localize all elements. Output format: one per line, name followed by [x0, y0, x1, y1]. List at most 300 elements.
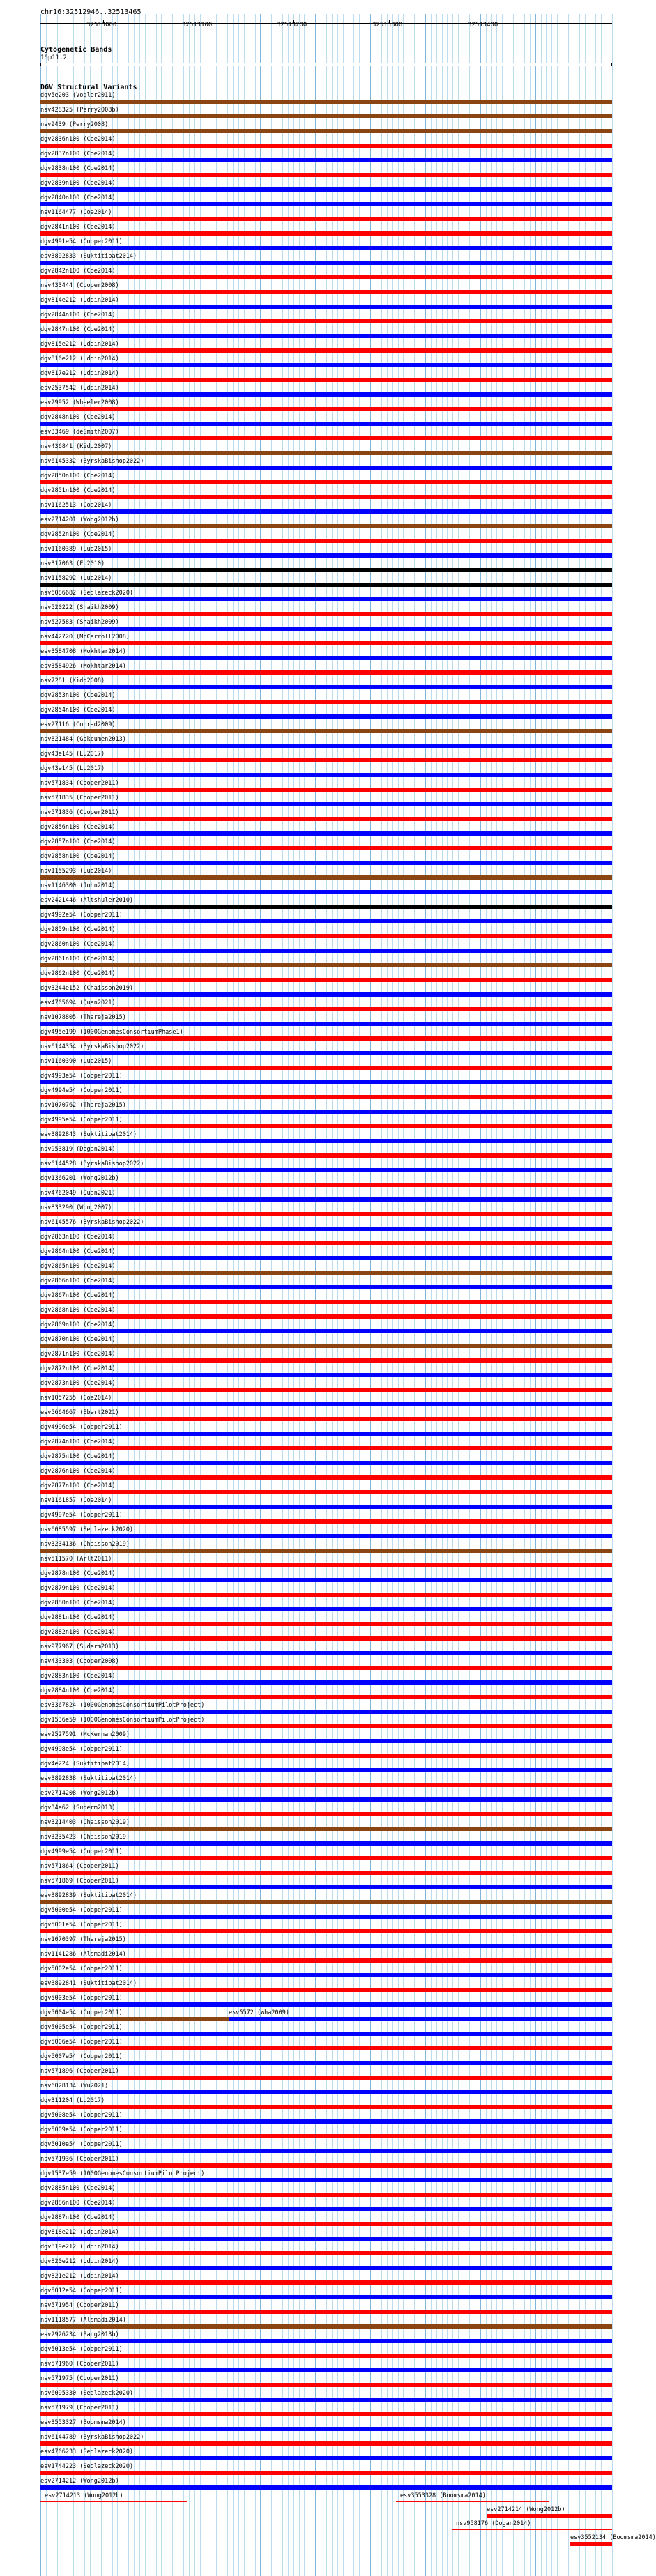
sv-feature-bar[interactable] — [40, 144, 612, 148]
sv-feature-bar[interactable] — [40, 1344, 612, 1348]
sv-feature-bar[interactable] — [40, 714, 612, 719]
sv-feature-bar[interactable] — [40, 1622, 612, 1626]
sv-feature-label[interactable]: dgv2860n100 (Coe2014) — [40, 941, 116, 948]
sv-feature-label[interactable]: esv33469 (deSmith2007) — [40, 429, 119, 436]
sv-feature-bar[interactable] — [40, 2295, 612, 2299]
sv-feature-bar[interactable] — [40, 1461, 612, 1465]
sv-feature-label[interactable]: nsv433303 (Cooper2008) — [40, 1658, 119, 1665]
sv-feature-label[interactable]: dgv2887n100 (Coe2014) — [40, 2214, 116, 2221]
sv-feature-label[interactable]: nsv436841 (Kidd2007) — [40, 443, 112, 450]
sv-feature-label[interactable]: esv3553328 (Boomsma2014) — [400, 2492, 486, 2499]
sv-feature-bar[interactable] — [40, 261, 612, 265]
sv-feature-label[interactable]: dgv2882n100 (Coe2014) — [40, 1629, 116, 1636]
sv-feature-bar[interactable] — [40, 2046, 612, 2050]
sv-feature-bar[interactable] — [40, 1007, 612, 1011]
sv-feature-bar[interactable] — [40, 348, 612, 353]
sv-feature-label[interactable]: esv1744223 (Sedlazeck2020) — [40, 2463, 134, 2470]
sv-feature-label[interactable]: dgv817e212 (Uddin2014) — [40, 370, 119, 377]
sv-feature-label[interactable]: nsv1160389 (Luo2015) — [40, 546, 112, 553]
sv-feature-label[interactable]: nsv833290 (Wong2007) — [40, 1204, 112, 1211]
sv-feature-label[interactable]: esv2926234 (Pang2013b) — [40, 2331, 119, 2338]
sv-feature-bar[interactable] — [40, 217, 612, 221]
sv-feature-bar[interactable] — [40, 831, 612, 836]
sv-feature-bar[interactable] — [40, 2383, 612, 2387]
sv-feature-bar[interactable] — [40, 524, 612, 528]
sv-feature-label[interactable]: dgv2870n100 (Coe2014) — [40, 1336, 116, 1343]
sv-feature-label[interactable]: nsv571975 (Cooper2011) — [40, 2375, 119, 2382]
sv-feature-label[interactable]: esv3584708 (Mokhtar2014) — [40, 648, 126, 655]
sv-feature-label[interactable]: dgv4992e54 (Cooper2011) — [40, 912, 123, 919]
sv-feature-bar[interactable] — [40, 2149, 612, 2153]
sv-feature-label[interactable]: esv29952 (Wheeler2008) — [40, 399, 119, 406]
sv-feature-label[interactable]: dgv2858n100 (Coe2014) — [40, 853, 116, 860]
sv-feature-label[interactable]: dgv2851n100 (Coe2014) — [40, 487, 116, 494]
sv-feature-bar[interactable] — [40, 670, 612, 675]
sv-feature-label[interactable]: nsv1162513 (Coe2014) — [40, 502, 112, 509]
sv-feature-label[interactable]: nsv1070397 (Thareja2015) — [40, 1936, 126, 1943]
sv-feature-label[interactable]: nsv571864 (Cooper2011) — [40, 1863, 119, 1870]
sv-feature-label[interactable]: nsv317063 (Fu2010) — [40, 560, 105, 567]
sv-feature-label[interactable]: dgv821e212 (Uddin2014) — [40, 2273, 119, 2280]
sv-feature-bar[interactable] — [40, 392, 612, 397]
sv-feature-label[interactable]: dgv2841n100 (Coe2014) — [40, 224, 116, 231]
sv-feature-bar[interactable] — [40, 436, 612, 440]
sv-feature-label[interactable]: nsv6085597 (Sedlazeck2020) — [40, 1526, 134, 1533]
sv-feature-bar[interactable] — [40, 583, 612, 587]
sv-feature-label[interactable]: dgv2840n100 (Coe2014) — [40, 194, 116, 201]
sv-feature-bar[interactable] — [40, 700, 612, 704]
sv-feature-bar[interactable] — [452, 2529, 612, 2530]
sv-feature-label[interactable]: dgv2868n100 (Coe2014) — [40, 1307, 116, 1314]
sv-feature-bar[interactable] — [40, 2017, 229, 2021]
sv-feature-label[interactable]: dgv2879n100 (Coe2014) — [40, 1585, 116, 1592]
sv-feature-bar[interactable] — [40, 2193, 612, 2197]
sv-feature-label[interactable]: dgv2878n100 (Coe2014) — [40, 1570, 116, 1577]
sv-feature-bar[interactable] — [40, 1124, 612, 1128]
sv-feature-label[interactable]: dgv2867n100 (Coe2014) — [40, 1292, 116, 1299]
sv-feature-bar[interactable] — [40, 905, 612, 909]
sv-feature-bar[interactable] — [40, 641, 612, 645]
sv-feature-bar[interactable] — [40, 202, 612, 206]
sv-feature-label[interactable]: nsv6145332 (ByrskaBishop2022) — [40, 458, 144, 465]
sv-feature-bar[interactable] — [40, 509, 612, 514]
sv-feature-bar[interactable] — [40, 1973, 612, 1977]
sv-feature-label[interactable]: dgv43e145 (Lu2017) — [40, 765, 105, 772]
sv-feature-bar[interactable] — [40, 2501, 187, 2502]
sv-feature-label[interactable]: esv5664667 (Ebert2021) — [40, 1409, 119, 1416]
sv-feature-label[interactable]: esv3367824 (1000GenomesConsortiumPilotProject) — [40, 1702, 205, 1709]
sv-feature-bar[interactable] — [40, 1754, 612, 1758]
sv-feature-bar[interactable] — [40, 1095, 612, 1099]
sv-feature-bar[interactable] — [40, 2280, 612, 2285]
sv-feature-bar[interactable] — [40, 2119, 612, 2124]
sv-feature-bar[interactable] — [40, 2485, 612, 2490]
sv-feature-bar[interactable] — [40, 129, 612, 133]
sv-feature-bar[interactable] — [40, 1856, 612, 1860]
sv-feature-label[interactable]: nsv433444 (Cooper2008) — [40, 282, 119, 289]
sv-feature-label[interactable]: nsv520222 (Shaikh2009) — [40, 604, 119, 611]
sv-feature-bar[interactable] — [40, 2237, 612, 2241]
sv-feature-bar[interactable] — [40, 2471, 612, 2475]
sv-feature-label[interactable]: esv27116 (Conrad2009) — [40, 721, 116, 728]
sv-feature-bar[interactable] — [40, 2324, 612, 2329]
sv-feature-bar[interactable] — [40, 1212, 612, 1216]
sv-feature-bar[interactable] — [40, 539, 612, 543]
sv-feature-bar[interactable] — [40, 1827, 612, 1831]
sv-feature-label[interactable]: dgv5001e54 (Cooper2011) — [40, 1922, 123, 1929]
sv-feature-bar[interactable] — [40, 2076, 612, 2080]
sv-feature-label[interactable]: dgv2838n100 (Coe2014) — [40, 165, 116, 172]
sv-feature-bar[interactable] — [40, 890, 612, 894]
sv-feature-label[interactable]: dgv1537e59 (1000GenomesConsortiumPilotProject) — [40, 2170, 205, 2177]
sv-feature-bar[interactable] — [40, 2134, 612, 2138]
sv-feature-label[interactable]: dgv4e224 (Suktitipat2014) — [40, 1761, 130, 1768]
sv-feature-label[interactable]: esv3892839 (Suktitipat2014) — [40, 1892, 137, 1899]
sv-feature-label[interactable]: esv2537542 (Uddin2014) — [40, 385, 119, 392]
sv-feature-label[interactable]: esv3552134 (Boomsma2014) — [570, 2534, 656, 2541]
sv-feature-label[interactable]: dgv2863n100 (Coe2014) — [40, 1234, 116, 1241]
sv-feature-label[interactable]: dgv2850n100 (Coe2014) — [40, 473, 116, 480]
sv-feature-label[interactable]: dgv5010e54 (Cooper2011) — [40, 2141, 123, 2148]
sv-feature-bar[interactable] — [40, 1578, 612, 1582]
sv-feature-label[interactable]: nsv571834 (Cooper2011) — [40, 780, 119, 787]
sv-feature-bar[interactable] — [40, 1168, 612, 1172]
sv-feature-bar[interactable] — [40, 553, 612, 558]
sv-feature-label[interactable]: esv3892841 (Suktitipat2014) — [40, 1980, 137, 1987]
sv-feature-bar[interactable] — [40, 2310, 612, 2314]
sv-feature-bar[interactable] — [40, 2266, 612, 2270]
sv-feature-label[interactable]: dgv2844n100 (Coe2014) — [40, 312, 116, 319]
sv-feature-bar[interactable] — [40, 1710, 612, 1714]
sv-feature-bar[interactable] — [40, 1285, 612, 1289]
sv-feature-label[interactable]: nsv1141286 (Alsmadi2014) — [40, 1951, 126, 1958]
sv-feature-bar[interactable] — [40, 480, 612, 484]
sv-feature-label[interactable]: dgv4993e54 (Cooper2011) — [40, 1073, 123, 1080]
sv-feature-label[interactable]: nsv571936 (Cooper2011) — [40, 2156, 119, 2163]
sv-feature-bar[interactable] — [40, 627, 612, 631]
sv-feature-bar[interactable] — [40, 1900, 612, 1904]
sv-feature-label[interactable]: nsv6144528 (ByrskaBishop2022) — [40, 1160, 144, 1167]
sv-feature-bar[interactable] — [40, 817, 612, 821]
sv-feature-bar[interactable] — [40, 1505, 612, 1509]
sv-feature-bar[interactable] — [40, 1300, 612, 1304]
sv-feature-bar[interactable] — [40, 1607, 612, 1611]
sv-feature-label[interactable]: nsv953819 (Dogan2014) — [40, 1146, 116, 1153]
sv-feature-bar[interactable] — [40, 1549, 612, 1553]
sv-feature-label[interactable]: dgv2884n100 (Coe2014) — [40, 1687, 116, 1694]
sv-feature-bar[interactable] — [40, 334, 612, 338]
sv-feature-label[interactable]: dgv818e212 (Uddin2014) — [40, 2229, 119, 2236]
sv-feature-bar[interactable] — [40, 466, 612, 470]
sv-feature-bar[interactable] — [40, 378, 612, 382]
sv-feature-label[interactable]: dgv2869n100 (Coe2014) — [40, 1321, 116, 1328]
sv-feature-label[interactable]: nsv1118577 (Alsmadi2014) — [40, 2317, 126, 2324]
sv-feature-bar[interactable] — [40, 1080, 612, 1084]
sv-feature-label[interactable]: nsv571979 (Cooper2011) — [40, 2405, 119, 2412]
sv-feature-label[interactable]: dgv5007e54 (Cooper2011) — [40, 2053, 123, 2060]
sv-feature-label[interactable]: nsv6028134 (Wu2021) — [40, 2083, 109, 2090]
sv-feature-label[interactable]: nsv958176 (Dogan2014) — [456, 2520, 531, 2527]
sv-feature-bar[interactable] — [40, 1197, 612, 1202]
sv-feature-bar[interactable] — [40, 2032, 612, 2036]
sv-feature-bar[interactable] — [40, 451, 612, 455]
sv-feature-bar[interactable] — [40, 597, 612, 601]
sv-feature-label[interactable]: dgv2876n100 (Coe2014) — [40, 1468, 116, 1475]
sv-feature-label[interactable]: dgv2836n100 (Coe2014) — [40, 136, 116, 143]
sv-feature-bar[interactable] — [40, 2002, 612, 2007]
sv-feature-label[interactable]: esv2714208 (Wong2012b) — [40, 1790, 119, 1797]
sv-feature-bar[interactable] — [40, 758, 612, 762]
sv-track-title[interactable]: DGV Structural Variants — [40, 84, 137, 91]
sv-feature-label[interactable]: dgv816e212 (Uddin2014) — [40, 355, 119, 362]
sv-feature-bar[interactable] — [40, 1841, 612, 1846]
sv-feature-bar[interactable] — [40, 1373, 612, 1377]
sv-feature-label[interactable]: dgv2883n100 (Coe2014) — [40, 1673, 116, 1680]
sv-feature-bar[interactable] — [40, 100, 612, 104]
sv-feature-label[interactable]: dgv815e212 (Uddin2014) — [40, 341, 119, 348]
sv-feature-bar[interactable] — [40, 2163, 612, 2168]
sv-feature-label[interactable]: esv2714212 (Wong2012b) — [40, 2478, 119, 2485]
sv-feature-bar[interactable] — [40, 1241, 612, 1245]
sv-feature-label[interactable]: nsv4762049 (Quan2021) — [40, 1190, 116, 1197]
sv-feature-label[interactable]: nsv1160390 (Luo2015) — [40, 1058, 112, 1065]
sv-feature-label[interactable]: dgv2862n100 (Coe2014) — [40, 970, 116, 977]
sv-feature-bar[interactable] — [40, 1051, 612, 1055]
sv-feature-bar[interactable] — [40, 2207, 612, 2211]
sv-feature-bar[interactable] — [40, 1885, 612, 1889]
sv-feature-bar[interactable] — [40, 1417, 612, 1421]
sv-feature-label[interactable]: dgv2837n100 (Coe2014) — [40, 151, 116, 158]
sv-feature-label[interactable]: dgv2848n100 (Coe2014) — [40, 414, 116, 421]
sv-feature-bar[interactable] — [570, 2542, 612, 2546]
sv-feature-bar[interactable] — [40, 1388, 612, 1392]
sv-feature-bar[interactable] — [40, 1651, 612, 1655]
sv-feature-label[interactable]: nsv442720 (McCarroll2008) — [40, 634, 130, 641]
sv-feature-bar[interactable] — [40, 2222, 612, 2226]
sv-feature-bar[interactable] — [40, 1695, 612, 1699]
sv-feature-label[interactable]: esv2714201 (Wong2012b) — [40, 516, 119, 523]
sv-feature-label[interactable]: dgv5005e54 (Cooper2011) — [40, 2024, 123, 2031]
sv-feature-label[interactable]: dgv819e212 (Uddin2014) — [40, 2244, 119, 2251]
sv-feature-bar[interactable] — [40, 1915, 612, 1919]
sv-feature-label[interactable]: dgv2885n100 (Coe2014) — [40, 2185, 116, 2192]
sv-feature-label[interactable]: nsv977967 (Suderm2013) — [40, 1643, 119, 1650]
sv-feature-label[interactable]: dgv2857n100 (Coe2014) — [40, 838, 116, 845]
sv-feature-bar[interactable] — [40, 2398, 612, 2402]
sv-feature-bar[interactable] — [396, 2501, 549, 2502]
sv-feature-bar[interactable] — [40, 2105, 612, 2109]
sv-feature-bar[interactable] — [40, 319, 612, 323]
sv-feature-label[interactable]: dgv4994e54 (Cooper2011) — [40, 1087, 123, 1094]
sv-feature-label[interactable]: dgv43e145 (Lu2017) — [40, 751, 105, 758]
sv-feature-label[interactable]: dgv2873n100 (Coe2014) — [40, 1380, 116, 1387]
sv-feature-bar[interactable] — [40, 773, 612, 777]
sv-feature-label[interactable]: dgv4995e54 (Cooper2011) — [40, 1117, 123, 1124]
sv-feature-label[interactable]: nsv1155293 (Luo2014) — [40, 868, 112, 875]
sv-feature-label[interactable]: esv3892843 (Suktitipat2014) — [40, 1131, 137, 1138]
sv-feature-bar[interactable] — [40, 685, 612, 689]
sv-feature-bar[interactable] — [40, 656, 612, 660]
sv-feature-label[interactable]: dgv2874n100 (Coe2014) — [40, 1439, 116, 1446]
sv-feature-bar[interactable] — [40, 1534, 612, 1538]
sv-feature-bar[interactable] — [40, 2061, 612, 2065]
sv-feature-bar[interactable] — [40, 1519, 612, 1524]
sv-feature-bar[interactable] — [40, 2427, 612, 2431]
sv-feature-label[interactable]: esv2527591 (McKernan2009) — [40, 1731, 130, 1738]
sv-feature-bar[interactable] — [40, 1680, 612, 1685]
sv-feature-label[interactable]: nsv6086682 (Sedlazeck2020) — [40, 590, 134, 597]
sv-feature-label[interactable]: esv5572 (Wha2009) — [229, 2009, 289, 2016]
sv-feature-label[interactable]: dgv814e212 (Uddin2014) — [40, 297, 119, 304]
sv-feature-label[interactable]: nsv6095330 (Sedlazeck2020) — [40, 2390, 134, 2397]
sv-feature-label[interactable]: nsv1078805 (Thareja2015) — [40, 1014, 126, 1021]
sv-feature-label[interactable]: dgv495e199 (1000GenomesConsortiumPhase1) — [40, 1029, 183, 1036]
sv-feature-bar[interactable] — [40, 290, 612, 294]
sv-feature-label[interactable]: dgv4997e54 (Cooper2011) — [40, 1512, 123, 1519]
sv-feature-bar[interactable] — [40, 1153, 612, 1158]
sv-feature-label[interactable]: nsv571960 (Cooper2011) — [40, 2361, 119, 2368]
sv-feature-label[interactable]: nsv6144354 (ByrskaBishop2022) — [40, 1043, 144, 1050]
sv-feature-bar[interactable] — [40, 992, 612, 997]
sv-feature-bar[interactable] — [487, 2514, 612, 2518]
sv-feature-bar[interactable] — [40, 1768, 612, 1772]
sv-feature-label[interactable]: dgv2861n100 (Coe2014) — [40, 956, 116, 963]
sv-feature-bar[interactable] — [40, 729, 612, 733]
sv-feature-bar[interactable] — [40, 1563, 612, 1567]
sv-feature-label[interactable]: nsv6144789 (ByrskaBishop2022) — [40, 2434, 144, 2441]
sv-feature-label[interactable]: dgv2856n100 (Coe2014) — [40, 824, 116, 831]
sv-feature-label[interactable]: esv3892833 (Suktitipat2014) — [40, 253, 137, 260]
sv-feature-bar[interactable] — [40, 495, 612, 499]
sv-feature-bar[interactable] — [40, 173, 612, 177]
sv-feature-label[interactable]: dgv5013e54 (Cooper2011) — [40, 2346, 123, 2353]
sv-feature-bar[interactable] — [40, 875, 612, 880]
sv-feature-label[interactable]: dgv4998e54 (Cooper2011) — [40, 1746, 123, 1753]
sv-feature-label[interactable]: nsv571835 (Cooper2011) — [40, 795, 119, 802]
sv-feature-label[interactable]: dgv5009e54 (Cooper2011) — [40, 2126, 123, 2133]
sv-feature-bar[interactable] — [40, 2178, 612, 2182]
sv-feature-bar[interactable] — [40, 1036, 612, 1041]
sv-feature-label[interactable]: esv4766233 (Sedlazeck2020) — [40, 2448, 134, 2455]
sv-feature-bar[interactable] — [40, 1490, 612, 1494]
sv-feature-label[interactable]: nsv7281 (Kidd2008) — [40, 677, 105, 684]
sv-feature-label[interactable]: dgv5003e54 (Cooper2011) — [40, 1995, 123, 2002]
sv-feature-bar[interactable] — [40, 1871, 612, 1875]
sv-feature-bar[interactable] — [40, 2456, 612, 2460]
sv-feature-bar[interactable] — [40, 2251, 612, 2255]
sv-feature-label[interactable]: esv2714213 (Wong2012b) — [45, 2492, 123, 2499]
sv-feature-bar[interactable] — [40, 744, 612, 748]
sv-feature-bar[interactable] — [40, 2412, 612, 2416]
sv-feature-bar[interactable] — [40, 275, 612, 279]
sv-feature-bar[interactable] — [40, 861, 612, 865]
sv-feature-label[interactable]: nsv1161857 (Coe2014) — [40, 1497, 112, 1504]
sv-feature-bar[interactable] — [40, 2090, 612, 2094]
sv-feature-label[interactable]: dgv311204 (Lu2017) — [40, 2097, 105, 2104]
sv-feature-label[interactable]: nsv1164477 (Coe2014) — [40, 209, 112, 216]
sv-feature-bar[interactable] — [40, 949, 612, 953]
sv-feature-bar[interactable] — [40, 1139, 612, 1143]
sv-feature-label[interactable]: esv2714214 (Wong2012b) — [487, 2506, 565, 2513]
sv-feature-bar[interactable] — [40, 246, 612, 250]
sv-feature-label[interactable]: dgv1366201 (Wong2012b) — [40, 1175, 119, 1182]
sv-feature-bar[interactable] — [40, 2339, 612, 2343]
sv-feature-label[interactable]: dgv5008e54 (Cooper2011) — [40, 2112, 123, 2119]
sv-feature-label[interactable]: dgv2880n100 (Coe2014) — [40, 1600, 116, 1607]
sv-feature-bar[interactable] — [40, 1988, 612, 1992]
sv-feature-bar[interactable] — [40, 231, 612, 236]
sv-feature-label[interactable]: dgv820e212 (Uddin2014) — [40, 2258, 119, 2265]
sv-feature-label[interactable]: nsv821484 (Gokcumen2013) — [40, 736, 126, 743]
sv-feature-label[interactable]: dgv5e203 (Vogler2011) — [40, 92, 116, 99]
sv-feature-label[interactable]: dgv2847n100 (Coe2014) — [40, 326, 116, 333]
sv-feature-bar[interactable] — [40, 919, 612, 923]
sv-feature-label[interactable]: nsv1057255 (Coe2014) — [40, 1395, 112, 1402]
sv-feature-label[interactable]: dgv2853n100 (Coe2014) — [40, 692, 116, 699]
sv-feature-label[interactable]: nsv3234136 (Chaisson2019) — [40, 1541, 130, 1548]
sv-feature-bar[interactable] — [40, 846, 612, 850]
sv-feature-bar[interactable] — [40, 1797, 612, 1802]
sv-feature-bar[interactable] — [40, 1066, 612, 1070]
sv-feature-bar[interactable] — [40, 802, 612, 806]
sv-feature-label[interactable]: dgv4991e54 (Cooper2011) — [40, 238, 123, 245]
sv-feature-label[interactable]: esv3584926 (Mokhtar2014) — [40, 663, 126, 670]
cytoband-bar[interactable] — [40, 63, 612, 66]
sv-feature-label[interactable]: nsv3235423 (Chaisson2019) — [40, 1834, 130, 1841]
sv-feature-label[interactable]: dgv4996e54 (Cooper2011) — [40, 1424, 123, 1431]
sv-feature-bar[interactable] — [40, 1666, 612, 1670]
sv-feature-label[interactable]: dgv5006e54 (Cooper2011) — [40, 2039, 123, 2046]
sv-feature-bar[interactable] — [40, 363, 612, 367]
cytoband-track-title[interactable]: Cytogenetic Bands — [40, 46, 112, 54]
sv-feature-label[interactable]: dgv2881n100 (Coe2014) — [40, 1614, 116, 1621]
sv-feature-label[interactable]: dgv2864n100 (Coe2014) — [40, 1248, 116, 1255]
sv-feature-label[interactable]: dgv2871n100 (Coe2014) — [40, 1351, 116, 1358]
sv-feature-bar[interactable] — [40, 1227, 612, 1231]
sv-feature-bar[interactable] — [40, 978, 612, 982]
sv-feature-label[interactable]: dgv5004e54 (Cooper2011) — [40, 2009, 123, 2016]
sv-feature-label[interactable]: esv3892838 (Suktitipat2014) — [40, 1775, 137, 1782]
sv-feature-bar[interactable] — [40, 1402, 612, 1406]
sv-feature-bar[interactable] — [40, 612, 612, 616]
sv-feature-label[interactable]: dgv2886n100 (Coe2014) — [40, 2200, 116, 2207]
sv-feature-bar[interactable] — [40, 158, 612, 162]
sv-feature-label[interactable]: nsv571869 (Cooper2011) — [40, 1878, 119, 1885]
sv-feature-bar[interactable] — [40, 934, 612, 938]
sv-feature-bar[interactable] — [40, 1314, 612, 1319]
sv-feature-label[interactable]: dgv2859n100 (Coe2014) — [40, 926, 116, 933]
sv-feature-label[interactable]: dgv5012e54 (Cooper2011) — [40, 2287, 123, 2294]
sv-feature-bar[interactable] — [40, 1958, 612, 1963]
sv-feature-label[interactable]: nsv9439 (Perry2008) — [40, 121, 109, 128]
sv-feature-bar[interactable] — [40, 1358, 612, 1363]
sv-feature-label[interactable]: dgv34e62 (Suderm2013) — [40, 1804, 116, 1811]
sv-feature-label[interactable]: dgv2875n100 (Coe2014) — [40, 1453, 116, 1460]
sv-feature-label[interactable]: dgv2854n100 (Coe2014) — [40, 707, 116, 714]
sv-feature-label[interactable]: nsv1146300 (John2014) — [40, 882, 116, 889]
sv-feature-label[interactable]: esv2421446 (Altshuler2010) — [40, 897, 134, 904]
sv-feature-label[interactable]: dgv2872n100 (Coe2014) — [40, 1365, 116, 1372]
sv-feature-bar[interactable] — [40, 1475, 612, 1480]
sv-feature-bar[interactable] — [40, 2354, 612, 2358]
sv-feature-label[interactable]: dgv2852n100 (Coe2014) — [40, 531, 116, 538]
sv-feature-label[interactable]: dgv5000e54 (Cooper2011) — [40, 1907, 123, 1914]
sv-feature-bar[interactable] — [40, 1724, 612, 1728]
sv-feature-label[interactable]: nsv571896 (Cooper2011) — [40, 2068, 119, 2075]
sv-feature-label[interactable]: dgv2877n100 (Coe2014) — [40, 1482, 116, 1489]
sv-feature-label[interactable]: dgv2842n100 (Coe2014) — [40, 268, 116, 275]
sv-feature-bar[interactable] — [229, 2017, 612, 2021]
